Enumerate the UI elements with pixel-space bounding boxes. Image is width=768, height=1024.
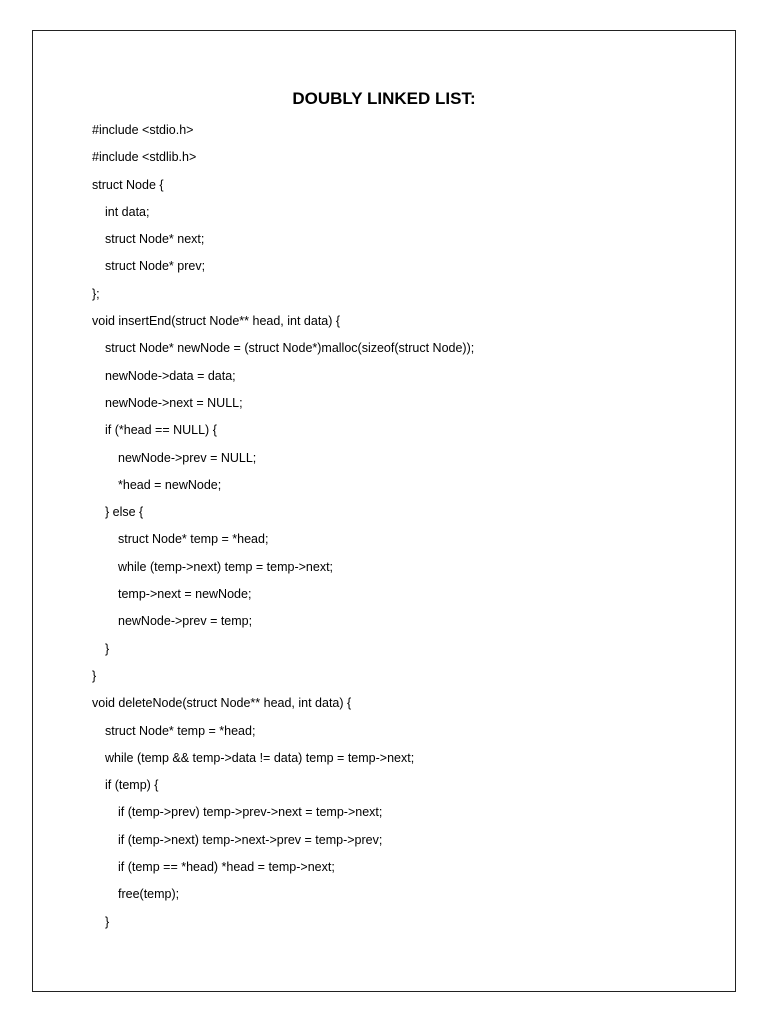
code-line: #include <stdio.h> — [92, 123, 194, 137]
code-line: if (temp == *head) *head = temp->next; — [118, 860, 335, 875]
code-line: void insertEnd(struct Node** head, int data) { — [92, 314, 341, 329]
code-line: if (temp->next) temp->next->prev = temp->prev; — [118, 832, 383, 847]
code-line: struct Node* newNode = (struct Node*)malloc(sizeof(struct Node)); — [105, 341, 475, 356]
code-line: struct Node* temp = *head; — [118, 532, 269, 547]
code-line: } — [105, 914, 110, 929]
code-line: newNode->prev = NULL; — [118, 450, 257, 465]
code-line: }; — [92, 286, 100, 301]
code-line: int data; — [105, 204, 150, 219]
code-line: temp->next = newNode; — [118, 587, 252, 602]
code-line: if (temp) { — [105, 778, 159, 793]
code-line: if (*head == NULL) { — [105, 423, 217, 438]
code-line: } — [92, 668, 97, 683]
code-line: struct Node* prev; — [105, 259, 206, 274]
code-line: if (temp->prev) temp->prev->next = temp->next; — [118, 805, 383, 820]
code-line: while (temp->next) temp = temp->next; — [118, 559, 334, 574]
code-listing — [92, 120, 474, 939]
code-line: newNode->prev = temp; — [118, 614, 253, 629]
code-line: newNode->data = data; — [105, 368, 236, 383]
code-line: struct Node* temp = *head; — [105, 723, 256, 738]
code-line: } — [105, 641, 110, 656]
code-line: *head = newNode; — [118, 477, 222, 492]
code-line: struct Node* next; — [105, 232, 205, 247]
code-line: while (temp && temp->data != data) temp = temp->next; — [105, 750, 415, 765]
code-line: } else { — [105, 505, 144, 520]
code-line: #include <stdlib.h> — [92, 150, 197, 165]
document-title: DOUBLY LINKED LIST: — [292, 89, 476, 108]
code-line: free(temp); — [118, 887, 180, 902]
code-line: struct Node { — [92, 177, 164, 192]
code-line: void deleteNode(struct Node** head, int data) { — [92, 696, 352, 711]
code-line: newNode->next = NULL; — [105, 395, 243, 410]
